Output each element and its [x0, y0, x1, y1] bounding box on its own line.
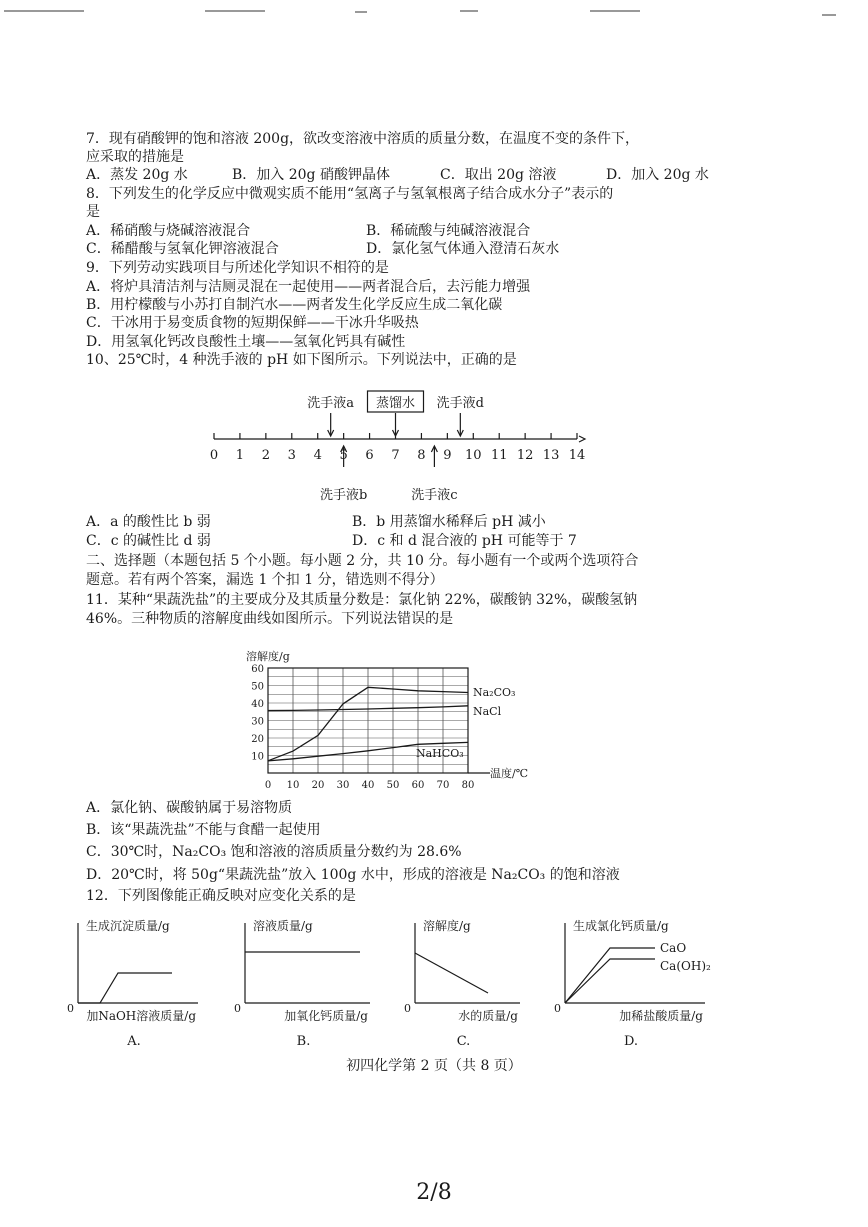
ph-tick-label: 14: [568, 448, 586, 463]
q8-option-d: D．氯化氢气体通入澄清石灰水: [366, 241, 560, 257]
scan-mark: [822, 14, 836, 16]
q10-option-b: B．b 用蒸馏水稀释后 pH 减小: [352, 514, 546, 530]
q12-curve-d2: [565, 959, 655, 1003]
q12-xlabel-1: 加氧化钙质量/g: [284, 1009, 368, 1023]
ph-axis-arrow: [579, 436, 585, 442]
q12-letter-0: A.: [127, 1034, 141, 1049]
q10-stem: 10、25℃时，4 种洗手液的 pH 如下图所示。下列说法中，正确的是: [86, 352, 517, 368]
x-tick-label: 40: [361, 780, 375, 791]
x-tick-label: 10: [286, 780, 300, 791]
q12-ylabel-2: 溶解度/g: [423, 919, 471, 933]
section2-heading-cont: 题意。若有两个答案，漏选 1 个扣 1 分，错选则不得分）: [86, 572, 444, 588]
q11-option-a: A．氯化钠、碳酸钠属于易溶物质: [86, 800, 293, 816]
q11-option-b: B．该“果蔬洗盐”不能与食醋一起使用: [86, 822, 321, 838]
ph-tick-label: 2: [261, 448, 270, 463]
scan-mark: [4, 10, 84, 12]
x-tick-label: 60: [411, 780, 425, 791]
x-tick-label: 20: [311, 780, 325, 791]
y-tick-label: 50: [251, 681, 264, 693]
q10-option-d: D．c 和 d 混合液的 pH 可能等于 7: [352, 533, 577, 549]
q12-xlabel-3: 加稀盐酸质量/g: [619, 1009, 703, 1023]
q9-option-a: A．将炉具清洁剂与洁厕灵混在一起使用——两者混合后，去污能力增强: [86, 279, 531, 295]
q8-option-b: B．稀硫酸与纯碱溶液混合: [366, 223, 531, 239]
q8-option-a: A．稀硝酸与烧碱溶液混合: [86, 223, 251, 239]
y-axis-label: 溶解度/g: [246, 650, 290, 663]
series-label-0: Na₂CO₃: [473, 686, 516, 699]
ph-marker-label-1: 蒸馏水: [375, 396, 416, 411]
x-tick-label: 30: [336, 780, 350, 791]
ph-marker-label-0: 洗手液a: [307, 396, 355, 411]
q7-stem: 7．现有硝酸钾的饱和溶液 200g，欲改变溶液中溶质的质量分数，在温度不变的条件下，: [86, 131, 640, 147]
y-tick-label: 60: [251, 664, 264, 675]
q12-curve-a: [78, 973, 172, 1003]
ph-tick-label: 8: [417, 448, 426, 463]
x-tick-label: 50: [386, 780, 400, 791]
q12-origin-2: 0: [404, 1002, 411, 1015]
q12-d-label-cao: CaO: [660, 941, 687, 955]
q8-option-c: C．稀醋酸与氢氧化钾溶液混合: [86, 241, 279, 257]
scan-mark: [205, 10, 265, 12]
ph-tick-label: 1: [235, 448, 245, 463]
ph-tick-label: 13: [542, 448, 560, 463]
ph-tick-label: 3: [287, 448, 296, 463]
ph-marker-label-3: 洗手液b: [319, 488, 368, 503]
y-tick-label: 20: [251, 734, 264, 745]
q12-ylabel-0: 生成沉淀质量/g: [86, 919, 170, 933]
section2-heading: 二、选择题（本题包括 5 个小题。每小题 2 分，共 10 分。每小题有一个或两个选项符合: [86, 553, 639, 569]
q7-option-c: C．取出 20g 溶液: [440, 167, 557, 183]
ph-scale-figure: [200, 385, 600, 510]
ph-marker-label-2: 洗手液d: [436, 396, 484, 411]
q12-letter-2: C.: [456, 1034, 471, 1049]
q11-stem: 11．某种“果蔬洗盐”的主要成分及其质量分数是：氯化钠 22%，碳酸钠 32%，碳酸氢钠: [86, 592, 638, 608]
q12-curve-c: [415, 953, 488, 993]
q12-stem: 12．下列图像能正确反映对应变化关系的是: [86, 888, 356, 904]
q9-stem: 9．下列劳动实践项目与所述化学知识不相符的是: [86, 260, 389, 276]
q12-origin-0: 0: [67, 1002, 74, 1015]
scan-mark: [355, 11, 367, 13]
q12-letter-3: D.: [623, 1034, 639, 1049]
q8-stem: 8．下列发生的化学反应中微观实质不能用“氢离子与氢氧根离子结合成水分子”表示的: [86, 186, 614, 202]
q9-option-b: B．用柠檬酸与小苏打自制汽水——两者发生化学反应生成二氧化碳: [86, 297, 503, 313]
page-number: 2/8: [416, 1180, 452, 1205]
ph-tick-label: 10: [465, 448, 482, 463]
q10-option-a: A．a 的酸性比 b 弱: [86, 514, 211, 530]
q11-stem-cont: 46%。三种物质的溶解度曲线如图所示。下列说法错误的是: [86, 611, 454, 627]
scan-mark: [590, 10, 640, 12]
x-tick-label: 70: [436, 780, 450, 791]
q12-curve-d1: [565, 948, 655, 1003]
ph-tick-label: 12: [516, 448, 534, 463]
q12-graphs: [60, 908, 760, 1053]
page-footer: 初四化学第 2 页（共 8 页）: [346, 1058, 522, 1074]
ph-tick-label: 0: [209, 448, 219, 463]
q12-ylabel-1: 溶液质量/g: [253, 919, 313, 933]
x-axis-label: 温度/℃: [490, 767, 529, 780]
y-tick-label: 10: [251, 751, 264, 763]
x-tick-label: 80: [461, 780, 475, 791]
solubility-chart: [240, 643, 540, 798]
q7-stem-cont: 应采取的措施是: [86, 149, 184, 165]
ph-marker-label-4: 洗手液c: [411, 488, 458, 503]
q12-ylabel-3: 生成氯化钙质量/g: [573, 919, 669, 933]
q12-origin-1: 0: [234, 1002, 241, 1015]
q8-stem-cont: 是: [86, 204, 100, 220]
ph-tick-label: 9: [443, 448, 452, 463]
q9-option-c: C．干冰用于易变质食物的短期保鲜——干冰升华吸热: [86, 315, 419, 331]
ph-tick-label: 4: [313, 448, 322, 463]
series-label-2: NaHCO₃: [416, 747, 464, 760]
q12-xlabel-2: 水的质量/g: [458, 1009, 518, 1023]
x-tick-label: 0: [264, 780, 272, 791]
q12-origin-3: 0: [554, 1002, 561, 1015]
q11-option-d: D．20℃时，将 50g“果蔬洗盐”放入 100g 水中，形成的溶液是 Na₂CO₃ 的饱和溶液: [86, 867, 620, 883]
y-tick-label: 40: [251, 699, 264, 710]
q7-option-d: D．加入 20g 水: [606, 167, 709, 183]
scan-mark: [460, 10, 478, 12]
series-label-1: NaCl: [473, 705, 502, 718]
ph-tick-label: 7: [391, 448, 400, 463]
ph-tick-label: 6: [365, 448, 374, 463]
q12-letter-1: B.: [296, 1034, 311, 1049]
q9-option-d: D．用氢氧化钙改良酸性土壤——氢氧化钙具有碱性: [86, 334, 406, 350]
ph-tick-label: 5: [339, 448, 348, 463]
q11-option-c: C．30℃时，Na₂CO₃ 饱和溶液的溶质质量分数约为 28.6%: [86, 844, 462, 860]
q10-option-c: C．c 的碱性比 d 弱: [86, 533, 211, 549]
q12-xlabel-0: 加NaOH溶液质量/g: [86, 1009, 196, 1023]
y-tick-label: 30: [251, 716, 264, 728]
q7-option-b: B．加入 20g 硝酸钾晶体: [232, 167, 390, 183]
q12-d-label-caoh2: Ca(OH)₂: [660, 959, 711, 973]
ph-tick-label: 11: [490, 448, 508, 463]
q7-option-a: A．蒸发 20g 水: [86, 167, 188, 183]
